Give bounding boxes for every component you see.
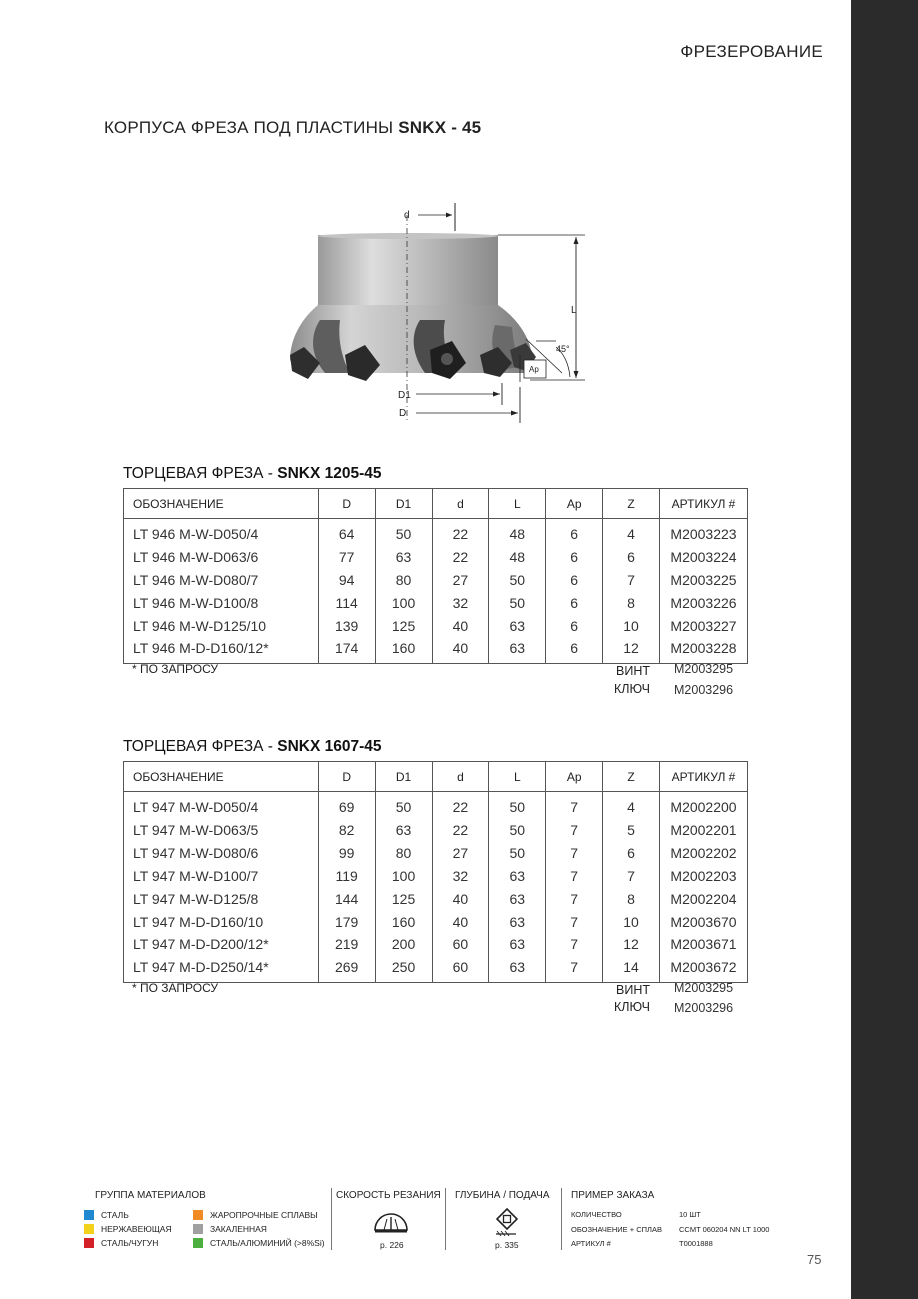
value-cell: 7: [546, 932, 603, 955]
material-label: ЗАКАЛЕННАЯ: [210, 1224, 267, 1234]
footer-divider: [331, 1188, 332, 1250]
designation-cell: LT 947 M-D-D200/12*: [124, 932, 319, 955]
value-cell: 63: [489, 864, 546, 887]
designation-cell: LT 947 M-W-D080/6: [124, 841, 319, 864]
order-title: ПРИМЕР ЗАКАЗА: [571, 1190, 655, 1201]
screw-code: M2003295: [674, 662, 734, 676]
table1-title: ТОРЦЕВАЯ ФРЕЗА - SNKX 1205-45: [123, 465, 382, 482]
value-cell: 8: [603, 887, 660, 910]
col-header: ОБОЗНАЧЕНИЕ: [124, 489, 319, 519]
value-cell: 50: [489, 819, 546, 842]
table-header-row: [124, 489, 748, 519]
designation-cell: LT 946 M-W-D125/10: [124, 614, 319, 637]
spec-table-1205: [123, 488, 748, 664]
value-cell: M2002203: [660, 864, 748, 887]
value-cell: 22: [432, 792, 489, 819]
value-cell: 7: [546, 792, 603, 819]
value-cell: 10: [603, 910, 660, 933]
table-row: [124, 792, 748, 819]
value-cell: 4: [603, 519, 660, 546]
col-header: D: [318, 489, 375, 519]
value-cell: 63: [489, 637, 546, 664]
value-cell: M2002202: [660, 841, 748, 864]
designation-cell: LT 946 M-W-D100/8: [124, 591, 319, 614]
value-cell: 32: [432, 864, 489, 887]
col-header: Ap: [546, 489, 603, 519]
value-cell: 200: [375, 932, 432, 955]
gauge-icon: [372, 1208, 410, 1234]
label-d: d: [404, 210, 410, 221]
designation-cell: LT 946 M-W-D063/6: [124, 546, 319, 569]
col-header: d: [432, 489, 489, 519]
value-cell: 6: [603, 546, 660, 569]
value-cell: 27: [432, 841, 489, 864]
value-cell: M2003223: [660, 519, 748, 546]
value-cell: 6: [546, 519, 603, 546]
value-cell: 63: [489, 955, 546, 982]
col-header: АРТИКУЛ #: [660, 489, 748, 519]
value-cell: M2003227: [660, 614, 748, 637]
value-cell: M2002200: [660, 792, 748, 819]
value-cell: 48: [489, 546, 546, 569]
value-cell: 4: [603, 792, 660, 819]
value-cell: 50: [489, 591, 546, 614]
value-cell: 50: [489, 568, 546, 591]
spec-table-1607: [123, 761, 748, 983]
table-row: [124, 568, 748, 591]
value-cell: 60: [432, 932, 489, 955]
material-swatch: [193, 1210, 203, 1220]
value-cell: 22: [432, 546, 489, 569]
col-header: Z: [603, 489, 660, 519]
value-cell: 27: [432, 568, 489, 591]
value-cell: 219: [318, 932, 375, 955]
designation-cell: LT 946 M-W-D080/7: [124, 568, 319, 591]
value-cell: 5: [603, 819, 660, 842]
value-cell: 12: [603, 932, 660, 955]
designation-cell: LT 947 M-W-D050/4: [124, 792, 319, 819]
value-cell: 7: [546, 910, 603, 933]
on-request-note: * ПО ЗАПРОСУ: [132, 981, 219, 995]
table-row: [124, 910, 748, 933]
key-code: M2003296: [674, 1001, 734, 1015]
value-cell: 69: [318, 792, 375, 819]
table-row: [124, 614, 748, 637]
label-ap: Ap: [529, 365, 539, 374]
value-cell: 125: [375, 887, 432, 910]
designation-cell: LT 947 M-W-D063/5: [124, 819, 319, 842]
value-cell: M2003672: [660, 955, 748, 982]
order-value: T0001888: [679, 1239, 713, 1248]
value-cell: M2003228: [660, 637, 748, 664]
value-cell: M2003226: [660, 591, 748, 614]
depth-page-ref: p. 335: [495, 1240, 519, 1250]
material-label: НЕРЖАВЕЮЩАЯ: [101, 1224, 172, 1234]
value-cell: 7: [603, 568, 660, 591]
col-header: ОБОЗНАЧЕНИЕ: [124, 762, 319, 792]
table-row: [124, 546, 748, 569]
material-label: ЖАРОПРОЧНЫЕ СПЛАВЫ: [210, 1210, 318, 1220]
value-cell: 6: [546, 546, 603, 569]
key-code: M2003296: [674, 683, 734, 697]
order-label: АРТИКУЛ #: [571, 1239, 611, 1248]
table-row: [124, 819, 748, 842]
value-cell: 50: [489, 792, 546, 819]
value-cell: 63: [375, 819, 432, 842]
value-cell: 99: [318, 841, 375, 864]
value-cell: 50: [489, 841, 546, 864]
value-cell: 139: [318, 614, 375, 637]
depth-title: ГЛУБИНА / ПОДАЧА: [455, 1190, 550, 1201]
value-cell: 40: [432, 614, 489, 637]
value-cell: M2003670: [660, 910, 748, 933]
col-header: d: [432, 762, 489, 792]
table-row: [124, 519, 748, 546]
value-cell: 6: [603, 841, 660, 864]
screw-code: M2003295: [674, 981, 734, 995]
material-label: СТАЛЬ: [101, 1210, 129, 1220]
value-cell: 50: [375, 519, 432, 546]
material-swatch: [84, 1210, 94, 1220]
value-cell: 63: [489, 614, 546, 637]
value-cell: 63: [489, 887, 546, 910]
value-cell: 80: [375, 841, 432, 864]
side-color-bar: [851, 0, 918, 1299]
material-swatch: [193, 1224, 203, 1234]
value-cell: 77: [318, 546, 375, 569]
table-row: [124, 955, 748, 982]
value-cell: 10: [603, 614, 660, 637]
value-cell: 50: [375, 792, 432, 819]
key-label: КЛЮЧ: [613, 1000, 650, 1014]
value-cell: 269: [318, 955, 375, 982]
value-cell: 40: [432, 887, 489, 910]
key-label: КЛЮЧ: [613, 682, 650, 696]
col-header: D1: [375, 489, 432, 519]
speed-title: СКОРОСТЬ РЕЗАНИЯ: [336, 1190, 441, 1201]
value-cell: M2003224: [660, 546, 748, 569]
value-cell: 6: [546, 637, 603, 664]
value-cell: 7: [546, 887, 603, 910]
value-cell: 6: [546, 591, 603, 614]
designation-cell: LT 946 M-W-D050/4: [124, 519, 319, 546]
table-row: [124, 841, 748, 864]
value-cell: 250: [375, 955, 432, 982]
materials-title: ГРУППА МАТЕРИАЛОВ: [95, 1190, 206, 1201]
material-label: СТАЛЬ/АЛЮМИНИЙ (>8%Si): [210, 1238, 325, 1248]
value-cell: 7: [546, 864, 603, 887]
value-cell: 63: [489, 910, 546, 933]
page-number: 75: [807, 1252, 822, 1267]
page-title: КОРПУСА ФРЕЗА ПОД ПЛАСТИНЫ SNKX - 45: [104, 118, 482, 137]
value-cell: 114: [318, 591, 375, 614]
value-cell: 48: [489, 519, 546, 546]
value-cell: 94: [318, 568, 375, 591]
material-label: СТАЛЬ/ЧУГУН: [101, 1238, 159, 1248]
col-header: АРТИКУЛ #: [660, 762, 748, 792]
value-cell: 12: [603, 637, 660, 664]
value-cell: 64: [318, 519, 375, 546]
label-D1: D1: [398, 390, 411, 401]
order-label: ОБОЗНАЧЕНИЕ + СПЛАВ: [571, 1225, 662, 1234]
label-angle: 45°: [556, 344, 570, 354]
table-row: [124, 864, 748, 887]
value-cell: 100: [375, 864, 432, 887]
value-cell: 82: [318, 819, 375, 842]
designation-cell: LT 947 M-D-D160/10: [124, 910, 319, 933]
value-cell: 7: [546, 955, 603, 982]
on-request-note: * ПО ЗАПРОСУ: [132, 662, 219, 676]
value-cell: 160: [375, 637, 432, 664]
value-cell: 7: [546, 819, 603, 842]
value-cell: 40: [432, 637, 489, 664]
value-cell: 6: [546, 614, 603, 637]
table-row: [124, 932, 748, 955]
screw-label: ВИНТ: [616, 664, 650, 678]
speed-page-ref: p. 226: [380, 1240, 404, 1250]
order-value: CCMT 060204 NN LT 1000: [679, 1225, 770, 1234]
value-cell: 6: [546, 568, 603, 591]
screw-label: ВИНТ: [616, 983, 650, 997]
footer-divider: [445, 1188, 446, 1250]
milling-cutter-drawing: [280, 195, 610, 430]
value-cell: 7: [546, 841, 603, 864]
value-cell: 80: [375, 568, 432, 591]
footer-divider: [561, 1188, 562, 1250]
designation-cell: LT 947 M-W-D100/7: [124, 864, 319, 887]
table-header-row: [124, 762, 748, 792]
insert-feed-icon: [492, 1207, 522, 1237]
col-header: L: [489, 489, 546, 519]
material-swatch: [193, 1238, 203, 1248]
value-cell: M2002204: [660, 887, 748, 910]
material-swatch: [84, 1224, 94, 1234]
designation-cell: LT 947 M-D-D250/14*: [124, 955, 319, 982]
order-value: 10 ШТ: [679, 1210, 701, 1219]
value-cell: 160: [375, 910, 432, 933]
value-cell: 22: [432, 819, 489, 842]
value-cell: 14: [603, 955, 660, 982]
value-cell: 179: [318, 910, 375, 933]
value-cell: 7: [603, 864, 660, 887]
table-row: [124, 637, 748, 664]
value-cell: 125: [375, 614, 432, 637]
value-cell: M2003225: [660, 568, 748, 591]
value-cell: 63: [375, 546, 432, 569]
value-cell: 174: [318, 637, 375, 664]
value-cell: 40: [432, 910, 489, 933]
table-row: [124, 887, 748, 910]
value-cell: 63: [489, 932, 546, 955]
section-heading: ФРЕЗЕРОВАНИЕ: [680, 42, 823, 61]
col-header: Z: [603, 762, 660, 792]
value-cell: 100: [375, 591, 432, 614]
col-header: Ap: [546, 762, 603, 792]
col-header: D1: [375, 762, 432, 792]
value-cell: M2002201: [660, 819, 748, 842]
table-row: [124, 591, 748, 614]
table2-title: ТОРЦЕВАЯ ФРЕЗА - SNKX 1607-45: [123, 738, 382, 755]
col-header: D: [318, 762, 375, 792]
value-cell: 60: [432, 955, 489, 982]
value-cell: 8: [603, 591, 660, 614]
value-cell: 144: [318, 887, 375, 910]
label-D: D: [399, 408, 407, 419]
material-swatch: [84, 1238, 94, 1248]
label-L: L: [571, 305, 577, 316]
order-label: КОЛИЧЕСТВО: [571, 1210, 622, 1219]
designation-cell: LT 946 M-D-D160/12*: [124, 637, 319, 664]
designation-cell: LT 947 M-W-D125/8: [124, 887, 319, 910]
value-cell: 119: [318, 864, 375, 887]
value-cell: 32: [432, 591, 489, 614]
col-header: L: [489, 762, 546, 792]
value-cell: M2003671: [660, 932, 748, 955]
value-cell: 22: [432, 519, 489, 546]
